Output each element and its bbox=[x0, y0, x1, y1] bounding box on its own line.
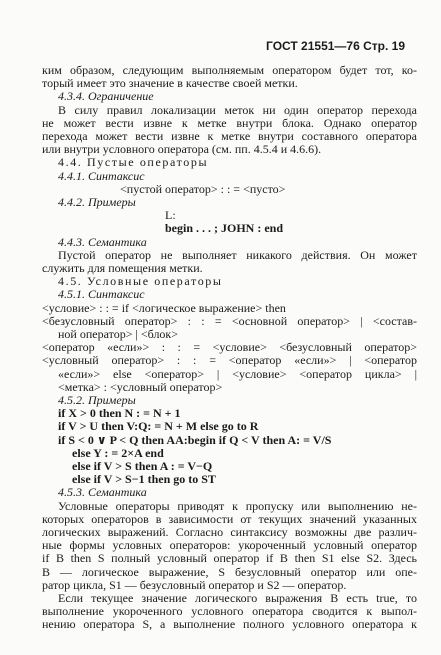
text-line: Если текущее значение логического выражения B есть true, то bbox=[58, 591, 417, 605]
text-line: <условие> : : = if <логическое выражение> then bbox=[42, 300, 286, 315]
text-line: 4.4. Пустые операторы bbox=[58, 155, 209, 170]
text-line: <пустой оператор> : : = <пусто> bbox=[120, 181, 286, 196]
text-line: выполнение укороченного условного оператора сводится к выпол- bbox=[42, 604, 417, 619]
text-line: else if V > S then A : = V−Q bbox=[72, 459, 213, 473]
text-line: служить для помещения метки. bbox=[42, 261, 203, 275]
text-line: 4.5.1. Синтаксис bbox=[58, 287, 145, 302]
text-line: begin . . . ; JOHN : end bbox=[165, 221, 284, 236]
text-line: <метка> : <условный оператор> bbox=[58, 379, 223, 394]
text-line: 4.4.2. Примеры bbox=[58, 195, 136, 209]
text-line: торый имеет это значение в качестве своей метки. bbox=[42, 76, 298, 91]
text-line: Условные операторы приводят к пропуску или выполнению не- bbox=[58, 498, 417, 513]
text-line: 4.4.1. Синтаксис bbox=[58, 168, 145, 183]
text-line: не может вести извне к метке внутри блока. Однако оператор bbox=[42, 115, 417, 130]
text-line: else Y : = 2×A end bbox=[72, 445, 164, 460]
text-line: 4.5. Условные операторы bbox=[58, 274, 223, 289]
text-line: нению оператора S, а выполнение полного условного оператора к bbox=[42, 617, 417, 632]
text-line: 4.5.2. Примеры bbox=[58, 393, 136, 407]
text-line: Пустой оператор не выполняет никакого действия. Он может bbox=[58, 247, 417, 262]
text-line: перехода может вести извне к метке внутри составного оператора bbox=[42, 129, 417, 143]
text-line: if V > U then V:Q: = N + M else go to R bbox=[58, 419, 259, 434]
text-line: ким образом, следующим выполняемым оператором будет тот, ко- bbox=[42, 63, 417, 77]
page-header: ГОСТ 21551—76 Стр. 19 bbox=[266, 39, 405, 53]
text-line: if S < 0 ∨ P < Q then AA:begin if Q < V then A: = V/S bbox=[58, 432, 332, 447]
text-line: <условный оператор> : : = <оператор «если»> | <оператор bbox=[42, 353, 417, 368]
text-line: 4.3.4. Ограничение bbox=[58, 89, 154, 104]
text-line: else if V > S−1 then go to ST bbox=[72, 472, 216, 487]
text-line: логических выражений. Согласно синтаксису возможны две различ- bbox=[42, 525, 417, 539]
text-line: <безусловный оператор> : : = <основной оператор> | <состав- bbox=[42, 313, 417, 328]
text-line: if X > 0 then N : = N + 1 bbox=[58, 406, 181, 421]
text-line: L: bbox=[165, 208, 176, 223]
text-line: «если»> else <оператор> | <условие> <оператор цикла> | bbox=[58, 366, 417, 381]
text-line: В силу правил локализации меток ни один оператор перехода bbox=[58, 102, 417, 117]
text-line: 4.5.3. Семантика bbox=[58, 485, 147, 500]
text-line: ные формы условных операторов: укороченный условный оператор bbox=[42, 538, 417, 553]
text-line: ной оператор> | <блок> bbox=[58, 327, 179, 341]
text-line: или внутри условного оператора (см. пп. 4.5.4 и 4.6.6). bbox=[42, 142, 322, 157]
text-line: <оператор «если»> : : = <условие> <безусловный оператор> bbox=[42, 340, 417, 355]
text-line: if B then S полный условный оператор if B then S1 else S2. Здесь bbox=[42, 551, 417, 566]
text-line: 4.4.3. Семантика bbox=[58, 234, 147, 249]
text-line: которых операторов в зависимости от текущих значений указанных bbox=[42, 511, 417, 526]
text-line: ратор цикла, S1 — безусловный оператор и S2 — оператор. bbox=[42, 577, 347, 592]
text-line: B — логическое выражение, S безусловный оператор или опе- bbox=[42, 564, 417, 579]
